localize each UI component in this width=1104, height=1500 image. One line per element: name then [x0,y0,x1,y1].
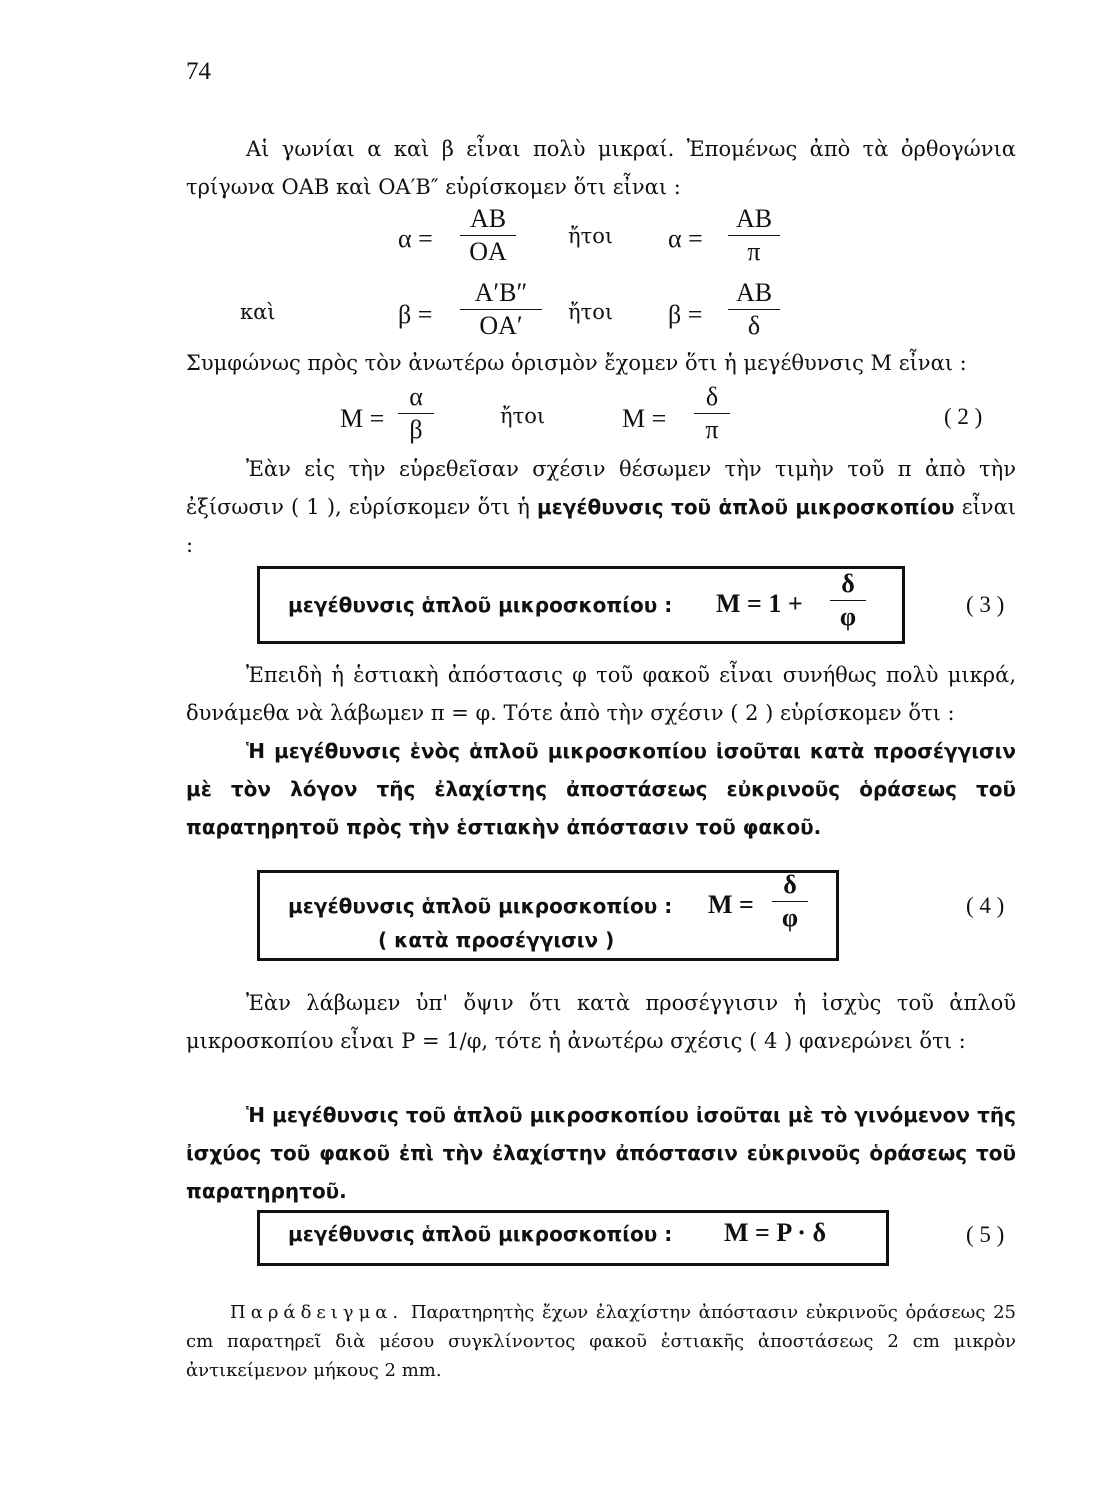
text-normal: Ἐὰν εἰς τὴν εὑρεθεῖσαν σχέσιν θέσωμεν τὴν τιμὴν τοῦ π ἀπὸ τὴν ἐξίσωσιν ( 1 ), εὑρίσκομεν ὅτι ἡ [186,457,1016,519]
paragraph-substitution [186,450,1016,564]
box5-label: μεγέθυνσις ἁπλοῦ μικροσκοπίου : [288,1222,673,1246]
denominator: β [409,415,423,444]
denominator: δ [747,311,761,340]
paragraph-definition: Συμφώνως πρὸς τὸν ἀνωτέρω ὁρισμὸν ἔχομεν ὅτι ἡ μεγέθυνσις Μ εἶναι : [186,351,967,375]
m-lhs: M = [340,404,385,433]
kai-word: καὶ [240,300,276,324]
numerator: δ [841,569,855,598]
fraction-bar [728,309,780,310]
example-text: Παρατηρητὴς ἔχων ἐλαχίστην ἀπόστασιν εὐκρινοῦς ὁράσεως 25 cm παρατηρεῖ διὰ μέσου συγκλίνοντος φακοῦ ἑστιακῆς ἀποστάσεως 2 cm μικρὸν ἀντικείμενον μήκους 2 mm. [186,1302,1016,1381]
example-label: Παράδειγμα. [230,1302,404,1323]
fraction-ab-oa [460,204,516,267]
bold-statement-2: Ἡ μεγέθυνσις τοῦ ἁπλοῦ μικροσκοπίου ἰσοῦται μὲ τὸ γινόμενον τῆς ἰσχύος τοῦ φακοῦ ἐπὶ τὴν ἐλαχίστην ἀπόστασιν εὐκρινοῦς ὁράσεως τοῦ παρατηρητοῦ. [186,1103,1016,1203]
example-paragraph [186,1298,1016,1385]
denominator: OA′ [479,311,523,340]
numerator: A′B″ [474,278,528,307]
page-number: 74 [186,58,211,85]
fraction-bar [830,600,866,601]
fraction-alpha-beta [398,382,434,445]
denominator: OA [469,237,507,266]
fraction-bar [460,309,542,310]
equation-number-3: ( 3 ) [966,592,1005,617]
fraction-ab-pi [728,204,780,267]
box3-lhs: M = 1 + [716,589,803,618]
box4-sublabel: ( κατὰ προσέγγισιν ) [378,928,615,952]
hetoi-word: ἤτοι [500,404,546,428]
text-bold: μεγέθυνσις τοῦ ἁπλοῦ μικροσκοπίου [536,495,955,519]
equation-number-4: ( 4 ) [966,893,1005,918]
box4-label: μεγέθυνσις ἁπλοῦ μικροσκοπίου : [288,894,673,918]
numerator: AB [735,204,773,233]
beta-lhs-2: β = [668,300,703,329]
beta-lhs: β = [398,300,433,329]
fraction-bar [398,413,434,414]
fraction-delta-phi [830,569,866,632]
paragraph-approximation: Ἐπειδὴ ἡ ἑστιακὴ ἀπόστασις φ τοῦ φακοῦ εἶναι συνήθως πολὺ μικρά, δυνάμεθα νὰ λάβωμεν π = φ. Τότε ἀπὸ τὴν σχέσιν ( 2 ) εὑρίσκομεν ὅτι : [186,663,1016,725]
fraction-a1b2-oa1 [460,278,542,341]
hetoi-word: ἤτοι [568,300,614,324]
hetoi-word: ἤτοι [568,224,614,248]
denominator: φ [839,602,857,631]
numerator: α [409,382,423,411]
numerator: AB [735,278,773,307]
denominator: π [747,237,761,266]
paragraph-intro: Αἱ γωνίαι α καὶ β εἶναι πολὺ μικραί. Ἐπομένως ἀπὸ τὰ ὀρθογώνια τρίγωνα ΟΑΒ καὶ ΟΑ′Β″ εὑρίσκομεν ὅτι εἶναι : [186,137,1016,199]
alpha-lhs-2: α = [668,224,703,253]
fraction-bar [728,235,780,236]
numerator: δ [705,382,719,411]
fraction-bar [460,235,516,236]
bold-statement-1: Ἡ μεγέθυνσις ἑνὸς ἁπλοῦ μικροσκοπίου ἰσοῦται κατὰ προσέγγισιν μὲ τὸν λόγον τῆς ἐλαχίστης ἀποστάσεως εὐκρινοῦς ὁράσεως τοῦ παρατηρητοῦ πρὸς τὴν ἑστιακὴν ἀπόστασιν τοῦ φακοῦ. [186,739,1016,839]
fraction-delta-phi-4 [772,870,808,933]
numerator: AB [469,204,507,233]
box3-label: μεγέθυνσις ἁπλοῦ μικροσκοπίου : [288,593,673,617]
equation-number-2: ( 2 ) [944,404,983,429]
denominator: π [705,415,719,444]
fraction-ab-delta [728,278,780,341]
fraction-bar [772,901,808,902]
text-end: εἶναι : [186,495,1016,557]
denominator: φ [781,903,799,932]
numerator: δ [783,870,797,899]
fraction-bar [694,413,730,414]
paragraph-power: Ἐὰν λάβωμεν ὑπ' ὄψιν ὅτι κατὰ προσέγγισιν ἡ ἰσχὺς τοῦ ἁπλοῦ μικροσκοπίου εἶναι P = 1/φ, τότε ἡ ἀνωτέρω σχέσις ( 4 ) φανερώνει ὅτι : [186,991,1016,1053]
box4-lhs: M = [708,890,754,919]
alpha-lhs: α = [398,224,433,253]
equation-number-5: ( 5 ) [966,1222,1005,1247]
fraction-delta-pi [694,382,730,445]
box5-formula: M = P · δ [724,1218,826,1247]
m-lhs-2: M = [622,404,667,433]
